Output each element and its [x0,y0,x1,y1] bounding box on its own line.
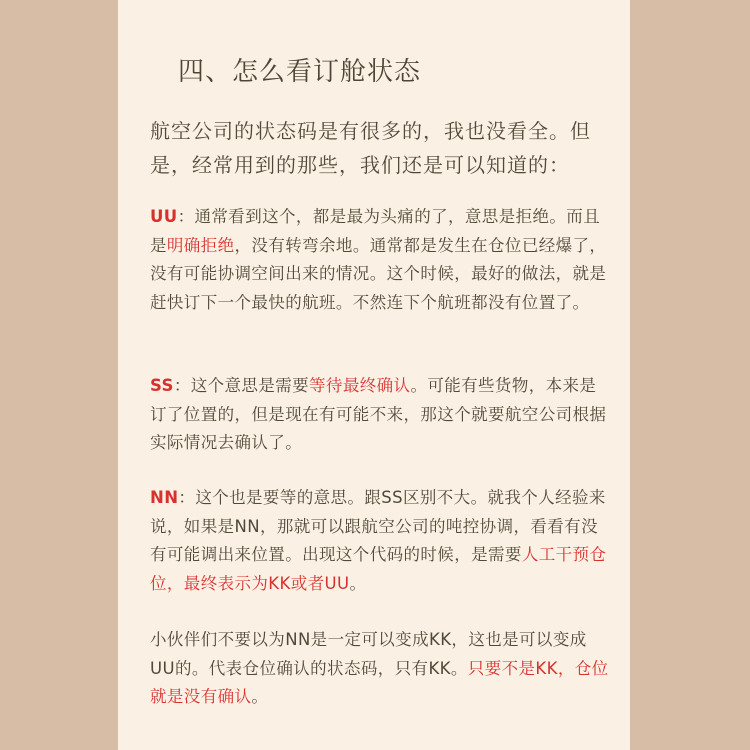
nn-paragraph [150,484,610,598]
ss-text-2: 。可能有些货物，本来是订了位置的，但是现在有可能不来，那这个就要航空公司根据实际情况去确认了。 [150,376,607,453]
uu-highlight: 明确拒绝 [166,235,235,255]
uu-paragraph [150,203,610,317]
summary-text-1: 小伙伴们不要以为NN是一定可以变成KK，这也是可以变成UU的。代表仓位确认的状态码，只有KK。 [150,630,587,678]
ss-text-1: ：这个意思是需要 [173,376,310,395]
section-heading: 四、怎么看订舱状态 [178,57,422,87]
ss-paragraph [150,372,610,458]
nn-text-1: ：这个也是要等的意思。跟SS区别不大。就我个人经验来说，如果是NN，那就可以跟航空公司的吨控协调，看看有没有可能调出来位置。出现这个代码的时候，是需要 [150,488,606,565]
summary-paragraph [150,626,610,712]
uu-text-1: ：通常看到这个，都是最为头痛的了，意思是拒绝。而且是 [150,207,601,255]
ss-code: SS [150,376,174,395]
ss-highlight: 等待最终确认 [309,376,411,395]
nn-highlight: 人工干预仓位，最终表示为KK或者UU [150,545,607,593]
intro-paragraph: 航空公司的状态码是有很多的，我也没看全。但是，经常用到的那些，我们还是可以知道的： [150,119,591,177]
summary-highlight: 只要不是KK，仓位就是没有确认 [150,658,609,707]
uu-code: UU [150,207,178,226]
uu-text-2: ，没有转弯余地。通常都是发生在仓位已经爆了，没有可能协调空间出来的情况。这个时候，最好的做法，就是赶快订下一个最快的航班。不然连下个航班都没有位置了。 [150,235,607,312]
nn-text-2: 。 [349,573,367,593]
nn-code: NN [150,488,179,507]
summary-text-2: 。 [251,687,269,707]
